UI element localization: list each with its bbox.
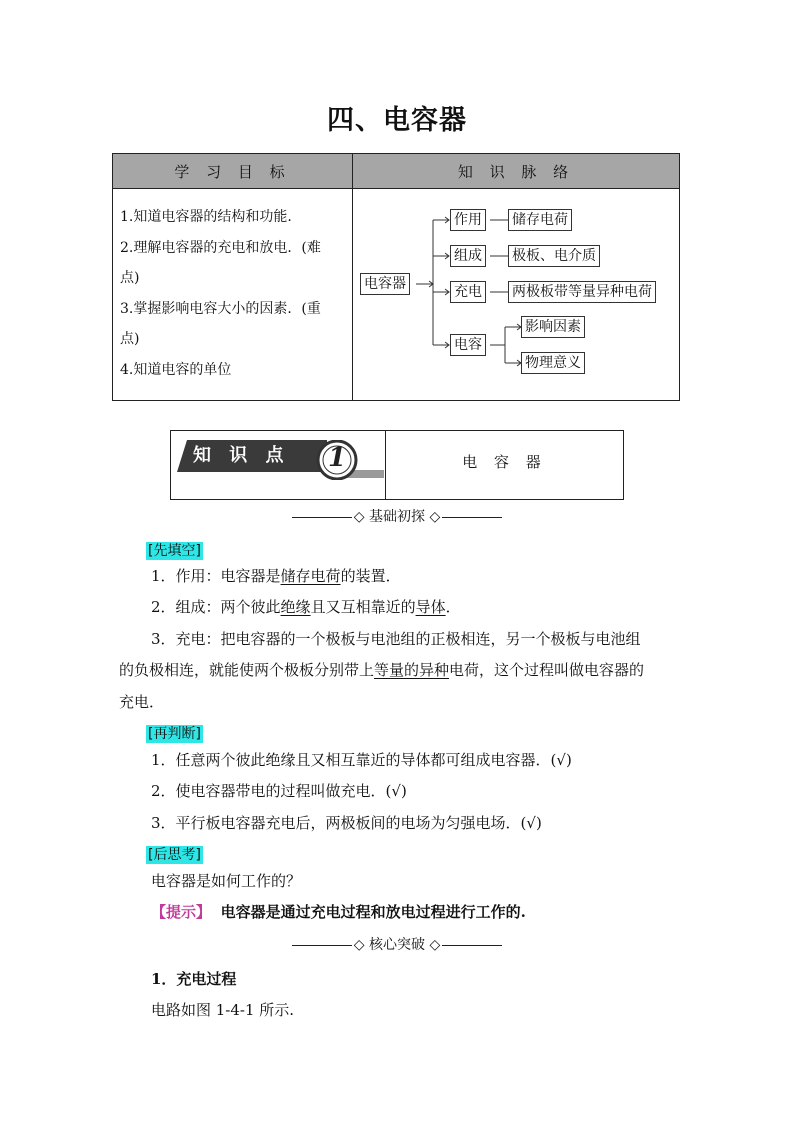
map-branch: 电容 — [450, 334, 486, 356]
map-leaf: 物理意义 — [521, 352, 585, 374]
goal-item: 4.知道电容的单位 — [120, 361, 232, 378]
hint-label: 【提示】 — [151, 903, 212, 921]
section-divider: ◇ 基础初探 ◇ — [0, 506, 794, 526]
core-heading: 1．充电过程 — [151, 970, 237, 988]
goal-item: 点) — [120, 331, 140, 347]
map-branch: 组成 — [450, 245, 486, 267]
fill-blank-tag: [先填空] — [148, 543, 201, 559]
fill-line: 1．作用：电容器是储存电荷的装置． — [151, 567, 401, 585]
fill-line: 3．充电：把电容器的一个极板与电池组的正极相连，另一个极板与电池组 — [151, 630, 641, 648]
fill-line: 2．组成：两个彼此绝缘且又互相靠近的导体． — [151, 598, 461, 616]
map-branch: 充电 — [450, 281, 486, 303]
map-leaf: 两极板带等量异种电荷 — [508, 281, 656, 303]
goals-list — [120, 202, 346, 385]
map-leaf: 影响因素 — [521, 316, 585, 338]
page-title: 四、电容器 — [327, 105, 467, 136]
header-learning-goals: 学 习 目 标 — [113, 154, 352, 189]
knowledge-point-banner — [177, 440, 384, 480]
map-leaf: 储存电荷 — [508, 209, 572, 231]
map-branch: 作用 — [450, 209, 486, 231]
section-title: 核心突破 — [369, 937, 425, 953]
objectives-table — [112, 153, 680, 401]
knowledge-point-label: 知 识 点 — [193, 445, 290, 466]
knowledge-point-number: 1 — [327, 443, 347, 473]
think-tag: [后思考] — [148, 847, 201, 863]
map-root: 电容器 — [360, 273, 410, 295]
judge-item: 2．使电容器带电的过程叫做充电．(√) — [151, 782, 407, 800]
judge-tag: [再判断] — [148, 726, 201, 742]
knowledge-point-box — [170, 430, 624, 500]
core-text: 电路如图 1-4-1 所示. — [151, 1001, 295, 1019]
judge-item: 1．任意两个彼此绝缘且又相互靠近的导体都可组成电容器．(√) — [151, 751, 572, 769]
knowledge-point-name: 电 容 器 — [462, 452, 547, 471]
fill-line: 充电． — [119, 693, 165, 711]
section-title: 基础初探 — [369, 509, 425, 525]
hint-line — [151, 901, 526, 922]
section-divider: ◇ 核心突破 ◇ — [0, 934, 794, 954]
think-question: 电容器是如何工作的？ — [151, 872, 302, 890]
goal-item: 点) — [120, 270, 140, 286]
goal-item: 2.理解电容器的充电和放电．(难 — [120, 239, 321, 256]
header-knowledge-map: 知 识 脉 络 — [353, 154, 679, 189]
goal-item: 1.知道电容器的结构和功能. — [120, 209, 292, 225]
map-leaf: 极板、电介质 — [508, 245, 600, 267]
goal-item: 3.掌握影响电容大小的因素．(重 — [120, 300, 321, 317]
fill-line: 的负极相连，就能使两个极板分别带上等量的异种电荷，这个过程叫做电容器的 — [119, 661, 645, 679]
judge-item: 3．平行板电容器充电后，两极板间的电场为匀强电场．(√) — [151, 814, 542, 832]
hint-text: 电容器是通过充电过程和放电过程进行工作的. — [220, 903, 526, 921]
